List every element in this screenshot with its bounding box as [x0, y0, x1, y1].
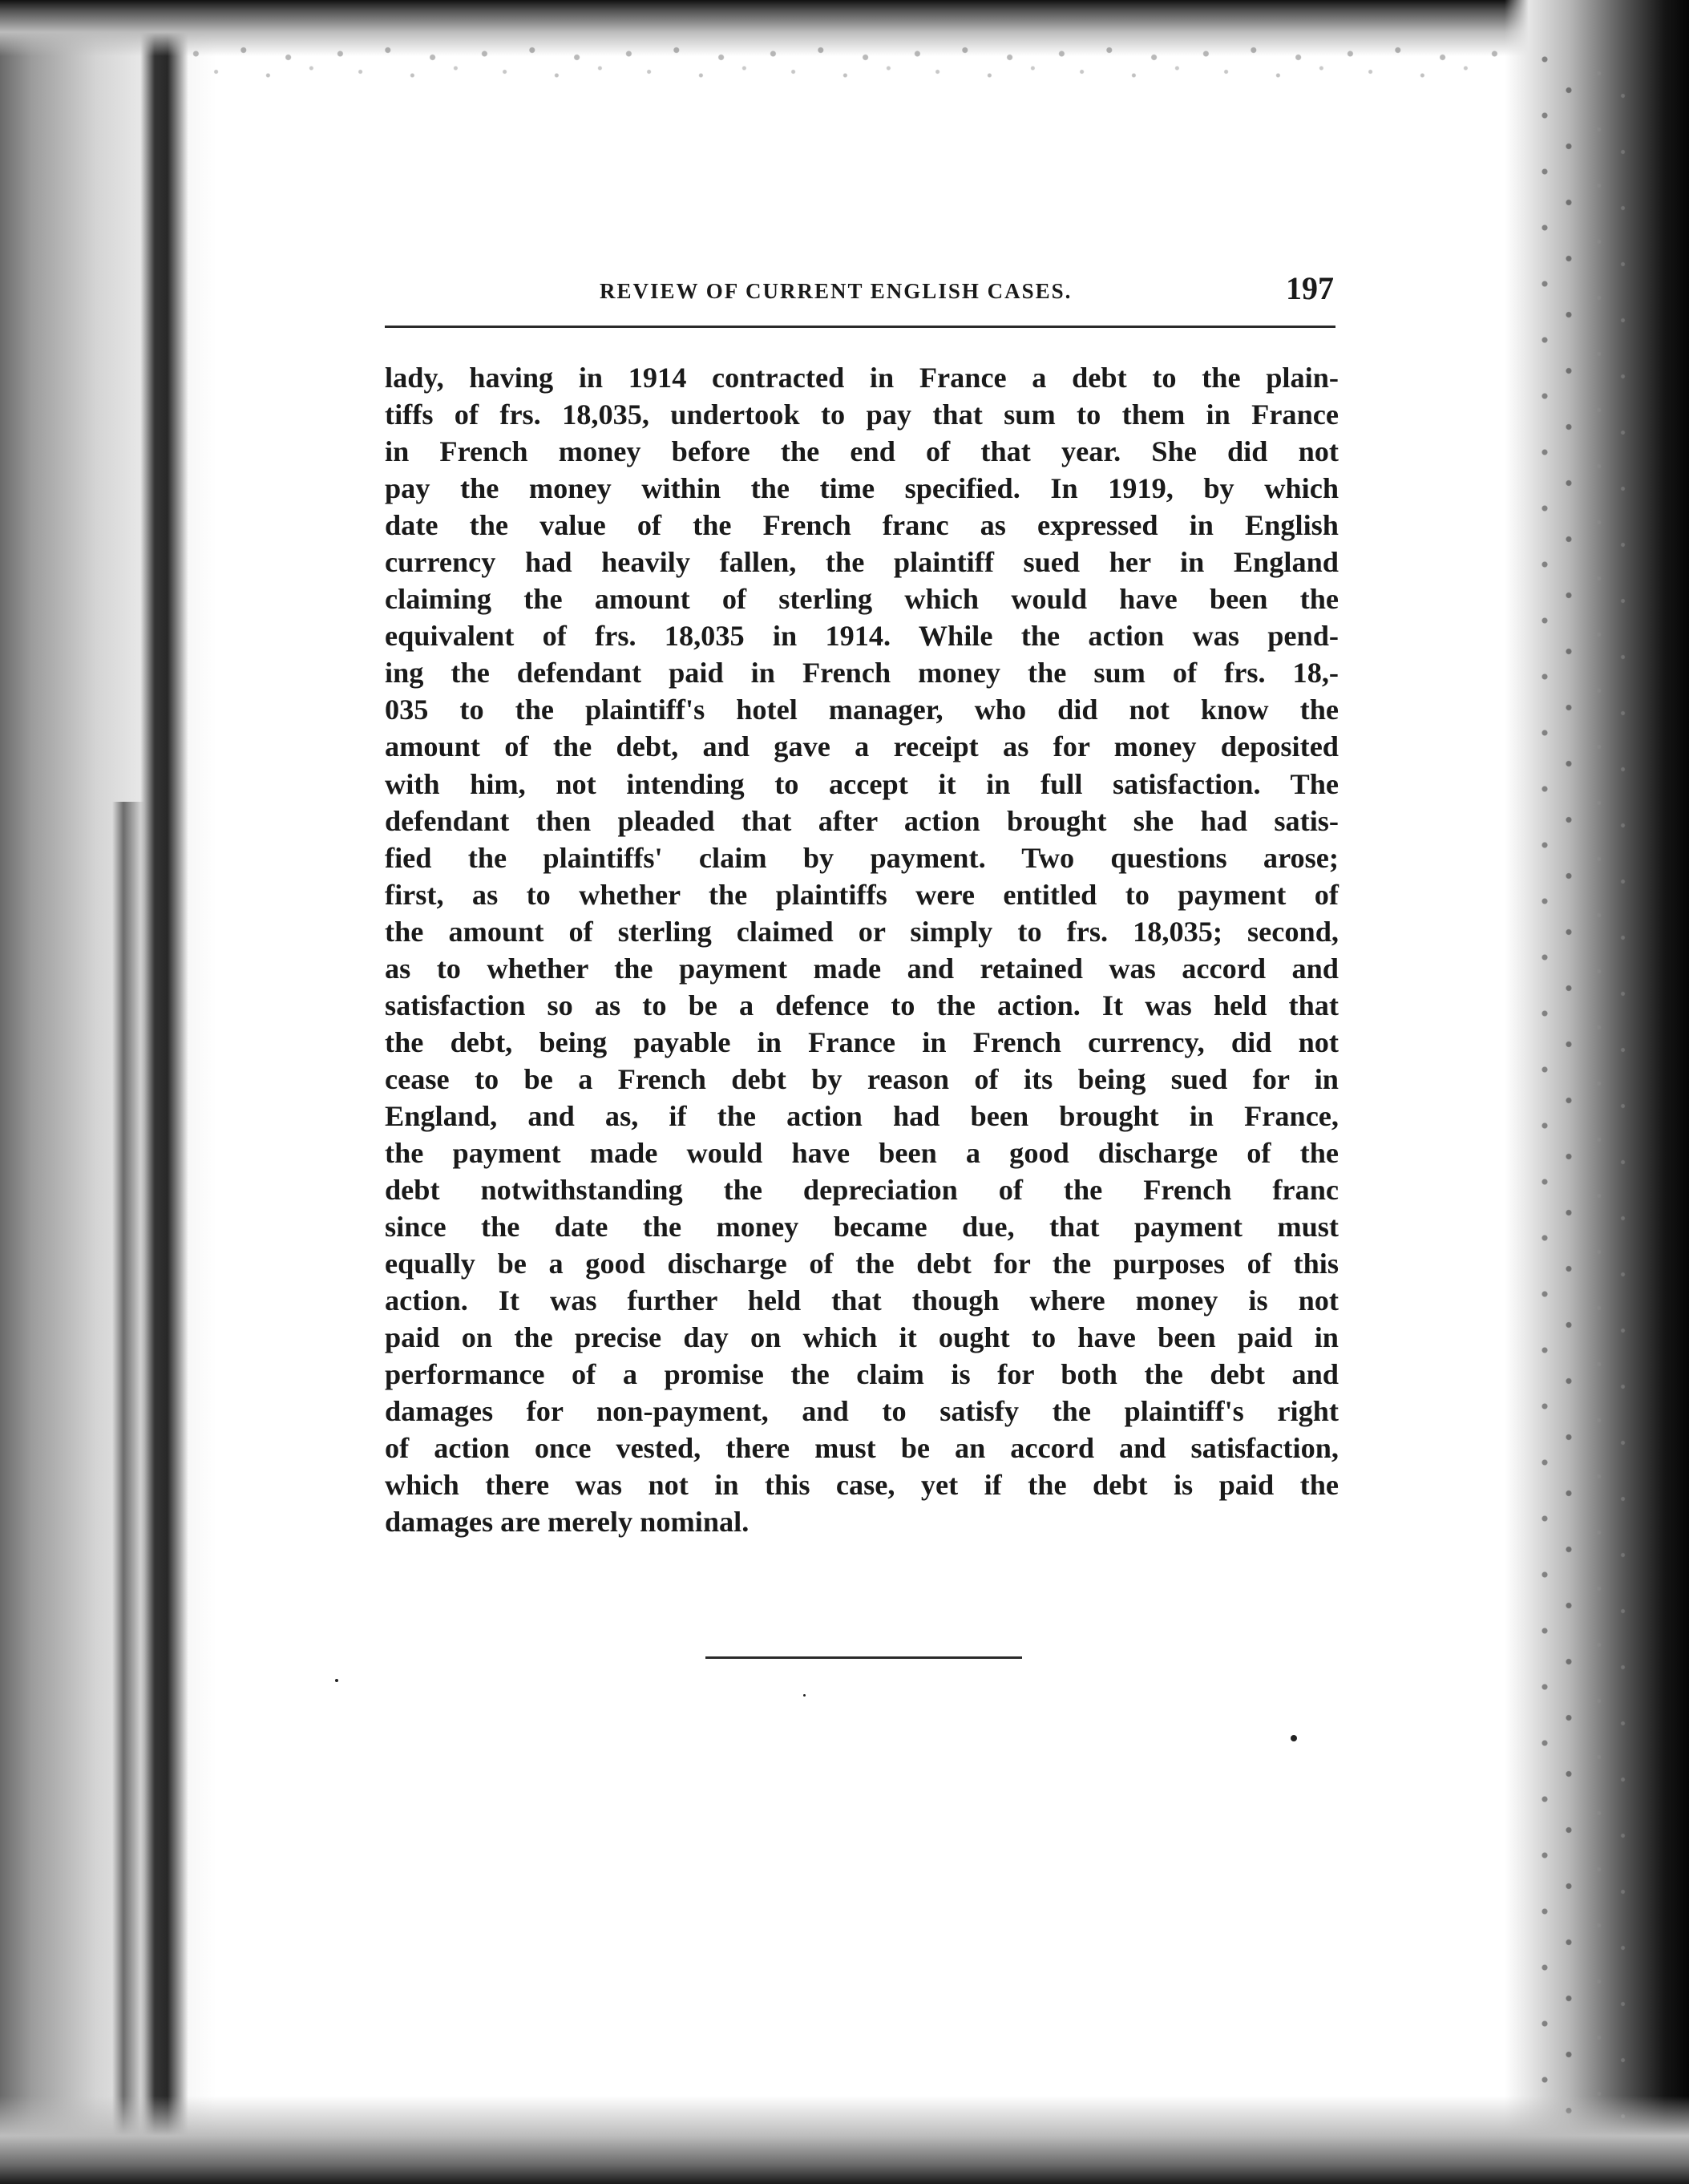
text-line: date the value of the French franc as expressed in English: [385, 509, 1339, 542]
scan-top-speckle: [184, 32, 1507, 104]
scan-speck: [335, 1679, 338, 1682]
text-line: as to whether the payment made and retained was accord and: [385, 952, 1339, 985]
scan-binding-spine: [140, 0, 188, 2184]
text-line: in French money before the end of that year. She did not: [385, 435, 1339, 468]
text-line-last: damages are merely nominal.: [385, 1506, 750, 1539]
body-paragraph: [385, 359, 1339, 1541]
scan-speck: [1291, 1735, 1297, 1741]
text-line: with him, not intending to accept it in full satisfaction. The: [385, 767, 1339, 800]
page-number: 197: [1286, 270, 1334, 306]
text-line: fied the plaintiffs' claim by payment. Two questions arose;: [385, 841, 1339, 874]
text-line: action. It was further held that though where money is not: [385, 1284, 1339, 1317]
text-line: defendant then pleaded that after action brought she had satis-: [385, 804, 1339, 837]
text-line: claiming the amount of sterling which would have been the: [385, 583, 1339, 616]
text-line: first, as to whether the plaintiffs were entitled to payment of: [385, 878, 1339, 911]
text-line: the payment made would have been a good discharge of the: [385, 1136, 1339, 1169]
text-line: 035 to the plaintiff's hotel manager, who did not know the: [385, 694, 1339, 726]
text-line: lady, having in 1914 contracted in France a debt to the plain-: [385, 362, 1339, 394]
header-rule: [385, 326, 1335, 328]
text-line: the amount of sterling claimed or simply to frs. 18,035; second,: [385, 915, 1339, 948]
scan-speck: [803, 1694, 806, 1697]
text-line: which there was not in this case, yet if the debt is paid the: [385, 1469, 1339, 1502]
section-end-rule: [705, 1656, 1022, 1659]
text-line: satisfaction so as to be a defence to the action. It was held that: [385, 989, 1339, 1021]
text-line: amount of the debt, and gave a receipt as for money deposited: [385, 730, 1339, 763]
text-line: currency had heavily fallen, the plaintiff sued her in England: [385, 546, 1339, 579]
text-line: performance of a promise the claim is for both the debt and: [385, 1358, 1339, 1391]
text-line: paid on the precise day on which it ought to have been paid in: [385, 1321, 1339, 1354]
scan-right-speckle: [1521, 48, 1641, 2133]
text-line: tiffs of frs. 18,035, undertook to pay that sum to them in France: [385, 398, 1339, 431]
running-title: REVIEW OF CURRENT ENGLISH CASES.: [600, 279, 1073, 303]
text-line: ing the defendant paid in French money the sum of frs. 18,-: [385, 657, 1339, 690]
text-line: the debt, being payable in France in French currency, did not: [385, 1025, 1339, 1058]
scan-binding-spine-shadow: [112, 802, 144, 2184]
scan-bottom-edge-shadow: [0, 2096, 1689, 2184]
text-line: cease to be a French debt by reason of its being sued for in: [385, 1062, 1339, 1095]
text-line: damages for non-payment, and to satisfy the plaintiff's right: [385, 1395, 1339, 1428]
text-line: equally be a good discharge of the debt for the purposes of this: [385, 1248, 1339, 1280]
text-line: debt notwithstanding the depreciation of the French franc: [385, 1174, 1339, 1207]
text-line: pay the money within the time specified. In 1919, by which: [385, 472, 1339, 505]
text-line: since the date the money became due, that payment must: [385, 1211, 1339, 1244]
text-line: England, and as, if the action had been brought in France,: [385, 1099, 1339, 1132]
running-head: [385, 263, 1339, 311]
text-line: equivalent of frs. 18,035 in 1914. While the action was pend-: [385, 620, 1339, 653]
text-line: of action once vested, there must be an accord and satisfaction,: [385, 1432, 1339, 1465]
